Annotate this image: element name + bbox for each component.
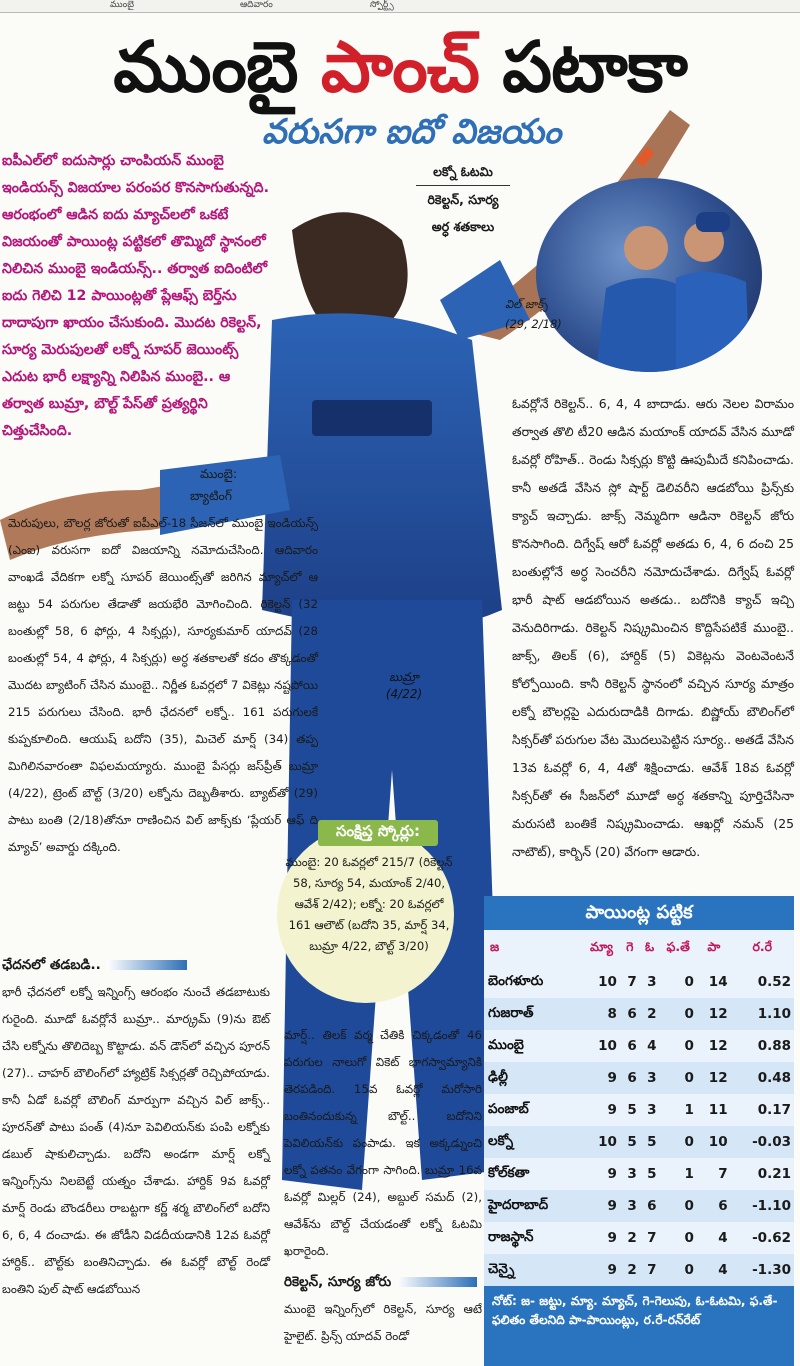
table-row bbox=[484, 1254, 794, 1286]
table-cell: 10 bbox=[598, 1038, 617, 1054]
table-cell: 0 bbox=[660, 1062, 697, 1094]
bumrah-caption-name: బుమ్రా bbox=[389, 670, 419, 684]
table-cell: 1 bbox=[684, 1102, 694, 1118]
header-run-rate: ర.రే bbox=[752, 938, 773, 954]
bumrah-caption-figures: (4/22) bbox=[385, 687, 423, 701]
story-paragraph-2: భారీ ఛేదనలో లక్నో ఇన్నింగ్స్ ఆరంభం నుంచే తడబాటుకు గురైంది. మూడో ఓవర్లోనే బుమ్రా.. మార్క్రమ్ (9)ను ఔట్ చేసి లక్నోను తొలిదెబ్బ కొట్టాడు. వన్ డౌన్‌లో వచ్చిన పూరన్ (27).. చాహర్ బౌలింగ్‌లో హ్యాట్రిక్ సిక్సర్లతో రెచ్చిపోయాడు. కానీ ఏడో ఓవర్లో బౌలింగ్ మార్పుగా వచ్చిన విల్ జాక్స్.. పూరన్‌తో పాటు పంత్ (4)నూ పెవిలియన్‌కు పంపి లక్నోకు డబుల్ షాకులిచ్చాడు. బదోని అండగా మార్ష్ లక్నో ఇన్నింగ్స్‌ను నిలబెట్టే యత్నం చేశాడు. హార్దిక్ 9వ ఓవర్లో మార్ష్ రెండు బౌండరీలు రాబట్టగా కర్ణ్ శర్మ బౌలింగ్‌లో బదోని 6, 6, 4 దంచాడు. ఈ జోడీని విడదీయడానికి 12వ ఓవర్లో హార్దిక్.. బౌల్ట్‌కు బంతినిచ్చాడు. ఈ ఓవర్లో బౌల్ట్ రెండో బంతిని పుల్ షాట్ ఆడబోయిన bbox=[2, 985, 270, 1296]
scorecard-text: ముంబై: 20 ఓవర్లలో 215/7 (రికెల్టన్ 58, సూర్య 54, మయాంక్ 2/40, ఆవేశ్ 2/42); లక్నో: 20 ఓవర్లలో 161 ఆలౌట్ (బదోని 35, మార్ష్ 34, బుమ్రా 4/22, బౌల్ట్ 3/20) bbox=[285, 855, 453, 953]
table-row bbox=[484, 1094, 794, 1126]
table-cell: -1.30 bbox=[731, 1254, 794, 1286]
table-cell: 12 bbox=[708, 1038, 728, 1054]
table-cell: 8 bbox=[583, 998, 620, 1030]
table-cell: 9 bbox=[583, 1190, 620, 1222]
team-name: కోల్‌కతా bbox=[488, 1164, 530, 1181]
table-cell: 14 bbox=[708, 974, 728, 990]
section-heading-bar-2 bbox=[397, 1277, 477, 1287]
team-name: లక్నో bbox=[484, 1126, 583, 1158]
table-row bbox=[484, 1222, 794, 1254]
table-cell: 4 bbox=[697, 1254, 731, 1286]
table-cell: 9 bbox=[583, 1254, 620, 1286]
table-cell: 6 bbox=[620, 998, 640, 1030]
table-cell: 4 bbox=[718, 1230, 728, 1246]
table-cell: 10 bbox=[583, 1126, 620, 1158]
team-name: చెన్నై bbox=[484, 1254, 583, 1286]
table-cell: 1 bbox=[684, 1166, 694, 1182]
story-column-left-lower bbox=[2, 952, 270, 1303]
masthead-right: స్పోర్ట్స్ bbox=[370, 0, 394, 10]
team-name: హైదరాబాద్ bbox=[484, 1190, 583, 1222]
table-cell: 6 bbox=[640, 1190, 660, 1222]
story-column-mid bbox=[284, 1022, 482, 1350]
table-cell: 9 bbox=[607, 1230, 617, 1246]
table-cell: 2 bbox=[640, 998, 660, 1030]
highlight-box bbox=[406, 158, 520, 240]
points-table-grid bbox=[484, 930, 794, 1286]
team-name: ఢిల్లీ bbox=[484, 1062, 583, 1094]
table-cell: -0.62 bbox=[752, 1230, 791, 1246]
intro-paragraph: ఐపీఎల్‌లో ఐదుసార్లు చాంపియన్ ముంబై ఇండియన్స్ విజయాల పరంపర కొనసాగుతున్నది. ఆరంభంలో ఆడిన ఐదు మ్యాచ్‌లలో ఒకటే విజయంతో పాయింట్ల పట్టికలో తొమ్మిదో స్థానంలో నిలిచిన ముంబై ఇండియన్స్.. తర్వాత ఐదింటిలో ఐదు గెలిచి 12 పాయింట్లతో ప్లేఆఫ్స్ బెర్త్‌ను దాదాపుగా ఖాయం చేసుకుంది. మొదట రికెల్టన్, సూర్య మెరుపులతో లక్నో సూపర్ జెయింట్స్ ఎదుట భారీ లక్ష్యాన్ని నిలిపిన ముంబై.. ఆ తర్వాత బుమ్రా, బౌల్ట్ పేస్‌తో ప్రత్యర్థిని చిత్తుచేసింది. bbox=[2, 153, 269, 439]
table-cell: 6 bbox=[627, 1038, 637, 1054]
table-row bbox=[484, 1158, 794, 1190]
section-heading-batting-text: రికెల్టన్, సూర్య జోరు bbox=[284, 1274, 392, 1290]
table-cell: 12 bbox=[697, 1062, 731, 1094]
table-cell: 0.21 bbox=[757, 1166, 791, 1182]
masthead-left: ముంబై bbox=[110, 0, 134, 10]
table-cell: 4 bbox=[647, 1038, 657, 1054]
section-heading-bar bbox=[107, 960, 187, 970]
table-cell: 0 bbox=[684, 1230, 694, 1246]
table-cell: 2 bbox=[627, 1230, 637, 1246]
section-heading-chase bbox=[2, 952, 270, 979]
table-cell: 0 bbox=[660, 998, 697, 1030]
subheadline: వరుసగా ఐదో విజయం bbox=[262, 112, 562, 152]
table-cell: 2 bbox=[620, 1254, 640, 1286]
team-name: రాజస్థాన్ bbox=[488, 1228, 534, 1245]
table-cell: 5 bbox=[620, 1126, 640, 1158]
header-won: గె bbox=[626, 938, 634, 954]
table-cell: 1.10 bbox=[731, 998, 794, 1030]
team-name: ముంబై bbox=[488, 1036, 524, 1053]
table-cell: 0 bbox=[660, 1126, 697, 1158]
table-cell: 11 bbox=[708, 1102, 728, 1118]
table-cell: 5 bbox=[627, 1102, 637, 1118]
story-column-left bbox=[8, 460, 318, 861]
points-table-body bbox=[484, 966, 794, 1286]
will-jacks-figures bbox=[536, 178, 762, 372]
table-cell: 5 bbox=[640, 1126, 660, 1158]
headline-part2: పాంచ్ bbox=[320, 25, 479, 108]
table-cell: 3 bbox=[647, 974, 657, 990]
masthead-strip bbox=[0, 0, 800, 13]
table-cell: 7 bbox=[718, 1166, 728, 1182]
header-points: పా bbox=[707, 938, 721, 954]
table-cell: 9 bbox=[583, 1062, 620, 1094]
will-jacks-caption bbox=[505, 294, 583, 334]
table-cell: 3 bbox=[640, 1062, 660, 1094]
story-dateline: ముంబై: bbox=[200, 466, 238, 481]
table-cell: 0 bbox=[660, 1190, 697, 1222]
table-row bbox=[484, 1190, 794, 1222]
table-cell: 3 bbox=[647, 1102, 657, 1118]
table-cell: 0.17 bbox=[757, 1102, 791, 1118]
table-cell: 0.48 bbox=[731, 1062, 794, 1094]
highlight-line-3: అర్ధ శతకాలు bbox=[431, 219, 495, 234]
header-team: జ bbox=[490, 938, 500, 954]
table-row bbox=[484, 1126, 794, 1158]
table-cell: 9 bbox=[607, 1166, 617, 1182]
header-lost: ఓ bbox=[645, 938, 655, 954]
table-cell: 3 bbox=[620, 1190, 640, 1222]
header-matches: మ్యా bbox=[590, 938, 613, 954]
headline-part3: పటాకా bbox=[478, 25, 687, 108]
header-no-result: ఫ.తే bbox=[666, 938, 690, 954]
table-cell: 6 bbox=[620, 1062, 640, 1094]
table-cell: 10 bbox=[598, 974, 617, 990]
team-name: గుజరాత్ bbox=[484, 998, 583, 1030]
team-name: పంజాబ్ bbox=[488, 1100, 529, 1117]
section-heading-batting bbox=[284, 1269, 482, 1296]
table-cell: 0.52 bbox=[757, 974, 791, 990]
table-cell: 12 bbox=[697, 998, 731, 1030]
table-cell: 0 bbox=[684, 1038, 694, 1054]
will-jacks-caption-name: విల్ జాక్స్ bbox=[505, 297, 548, 311]
points-table-header-row bbox=[484, 930, 794, 966]
section-heading-chase-text: ఛేదనలో తడబడి.. bbox=[2, 957, 101, 973]
table-row bbox=[484, 1062, 794, 1094]
table-row bbox=[484, 998, 794, 1030]
table-cell: 0 bbox=[660, 1254, 697, 1286]
table-cell: 7 bbox=[647, 1230, 657, 1246]
story-paragraph-4: ముంబై ఇన్నింగ్స్‌లో రికెల్టన్, సూర్య ఆటే హైలైట్. ప్రిన్స్ యాదవ్ రెండో bbox=[284, 1302, 482, 1343]
will-jacks-caption-figures: (29, 2/18) bbox=[505, 317, 562, 331]
points-table-title: పాయింట్ల పట్టిక bbox=[484, 896, 794, 930]
table-cell: 5 bbox=[647, 1166, 657, 1182]
will-jacks-photo bbox=[536, 178, 762, 372]
table-cell: 0.88 bbox=[757, 1038, 791, 1054]
highlight-line-1: లక్నో ఓటమి bbox=[433, 164, 493, 179]
story-column-right: ఓవర్లోనే రికెల్టన్.. 6, 4, 4 బాదాడు. ఆరు నెలల విరామం తర్వాత తొలి టీ20 ఆడిన మయాంక్ యాదవ్ వేసిన మూడో ఓవర్లో రోహిత్.. రెండు సిక్సర్లు కొట్టి ఊపుమీదే కనిపించాడు. కానీ అతడే వేసిన స్లో షార్ట్ డెలివరీని ఆడబోయి ప్రిన్స్‌కు క్యాచ్ ఇచ్చాడు. జాక్స్ నెమ్మదిగా ఆడినా రికెల్టన్ జోరు కొనసాగింది. దిగ్వేష్ ఆరో ఓవర్లో అతడు 6, 4, 6 దంచి 25 బంతుల్లోనే అర్ధ సెంచరీని నమోదుచేశాడు. దిగ్వేష్ ఓవర్లో భారీ షాట్ ఆడబోయిన అతడు.. బదోనికి క్యాచ్ ఇచ్చి వెనుదిరిగాడు. రికెల్టన్ నిష్క్రమించిన కొద్దిసేపటికే ముంబై.. జాక్స్, తిలక్ (6), హార్దిక్ (5) వికెట్లను వెంటవెంటనే కోల్పోయింది. కానీ రికెల్టన్ స్థానంలో వచ్చిన సూర్య మాత్రం లక్నో బౌలర్లపై ఎదురుదాడికి దిగాడు. బిష్ణోయ్ బౌలింగ్‌లో సిక్సర్‌తో పరుగుల వేట మొదలుపెట్టిన సూర్య.. అతడే వేసిన 13వ ఓవర్లో 6, 4, 4తో శిక్షించాడు. ఆవేశ్ 18వ ఓవర్లో సిక్సర్‌తో ఈ సీజన్‌లో మూడో అర్ధ శతకాన్ని పూర్తిచేసినా మరుసటి బంతికే నిష్క్రమించాడు. ఆఖర్లో నమన్ (25 నాటౌట్), కార్బిన్ (20) వేగంగా ఆడారు. bbox=[512, 396, 794, 859]
highlight-line-2: రికెల్టన్, సూర్య bbox=[427, 192, 499, 207]
headline bbox=[0, 22, 800, 112]
headline-part1: ముంబై bbox=[113, 25, 321, 108]
story-paragraph-3: మార్ష్.. తిలక్ వర్మ చేతికి చిక్కడంతో 46 పరుగుల నాలుగో వికెట్ భాగస్వామ్యానికి తెరపడింది. 15వ ఓవర్లో మరోసారి బంతినందుకున్న బౌల్ట్.. బదోనిని పెవిలియన్‌కు పంపాడు. ఇక అక్కడ్నుంచి లక్నో పతనం వేగంగా సాగింది. బుమ్రా 16వ ఓవర్లో మిల్లర్ (24), అబ్దుల్ సమద్ (2), ఆవేశ్‌ను బౌల్డ్ చేయడంతో లక్నో ఓటమి ఖరారైంది. bbox=[284, 1028, 482, 1258]
scorecard-title: సంక్షిప్త స్కోర్లు: bbox=[318, 820, 438, 846]
table-cell: 7 bbox=[640, 1254, 660, 1286]
table-row bbox=[484, 1030, 794, 1062]
table-cell: 6 bbox=[697, 1190, 731, 1222]
table-cell: -0.03 bbox=[731, 1126, 794, 1158]
table-cell: 0 bbox=[684, 974, 694, 990]
table-cell: 9 bbox=[607, 1102, 617, 1118]
bumrah-caption bbox=[368, 670, 440, 701]
points-table-note: నోట్: జ- జట్టు, మ్యా. మ్యాచ్, గె-గెలుపు, ఓ-ఓటమి, ఫ.తే-ఫలితం తేలనిది పా-పాయింట్లు, ర.రే-రన్‌రేట్ bbox=[484, 1286, 794, 1366]
table-cell: -1.10 bbox=[731, 1190, 794, 1222]
masthead-mid: ఆదివారం bbox=[240, 0, 273, 10]
table-cell: 3 bbox=[627, 1166, 637, 1182]
points-table bbox=[484, 896, 794, 1327]
table-row bbox=[484, 966, 794, 998]
team-name: బెంగళూరు bbox=[488, 972, 544, 989]
story-dateline-sub: బ్యాటింగ్ bbox=[190, 488, 233, 503]
story-paragraph-1: మెరుపులు, బౌలర్ల జోరుతో ఐపీఎల్-18 సీజన్‌లో ముంబై ఇండియన్స్ (ఎంఐ) వరుసగా ఐదో విజయాన్ని నమోదుచేసింది. ఆదివారం వాంఖడే వేదికగా లక్నో సూపర్ జెయింట్స్‌తో జరిగిన మ్యాచ్‌లో ఆ జట్టు 54 పరుగుల తేడాతో జయభేరి మోగించింది. రికెల్టన్ (32 బంతుల్లో 58, 6 ఫోర్లు, 4 సిక్సర్లు), సూర్యకుమార్ యాదవ్ (28 బంతుల్లో 54, 4 ఫోర్లు, 4 సిక్సర్లు) అర్ధ శతకాలతో కదం తొక్కడంతో మొదట బ్యాటింగ్ చేసిన ముంబై.. నిర్ణీత ఓవర్లలో 7 వికెట్లు నష్టపోయి 215 పరుగులు చేసింది. భారీ ఛేదనలో లక్నో.. 161 పరుగులకే కుప్పకూలింది. ఆయుష్ బదోని (35), మిచెల్ మార్ష్ (34) తప్ప మిగిలినవారంతా విఫలమయ్యారు. ముంబై పేసర్లు జస్‌ప్రీత్ బుమ్రా (4/22), ట్రెంట్ బౌల్ట్ (3/20) లక్నోను దెబ్బతీశారు. బ్యాట్‌తో (29) పాటు బంతి (2/18)తోనూ రాణించిన విల్ జాక్స్‌కు ‘ప్లేయర్ ఆఫ్ ది మ్యాచ్’ అవార్డు దక్కింది. bbox=[8, 516, 318, 854]
table-cell: 10 bbox=[697, 1126, 731, 1158]
table-cell: 7 bbox=[627, 974, 637, 990]
